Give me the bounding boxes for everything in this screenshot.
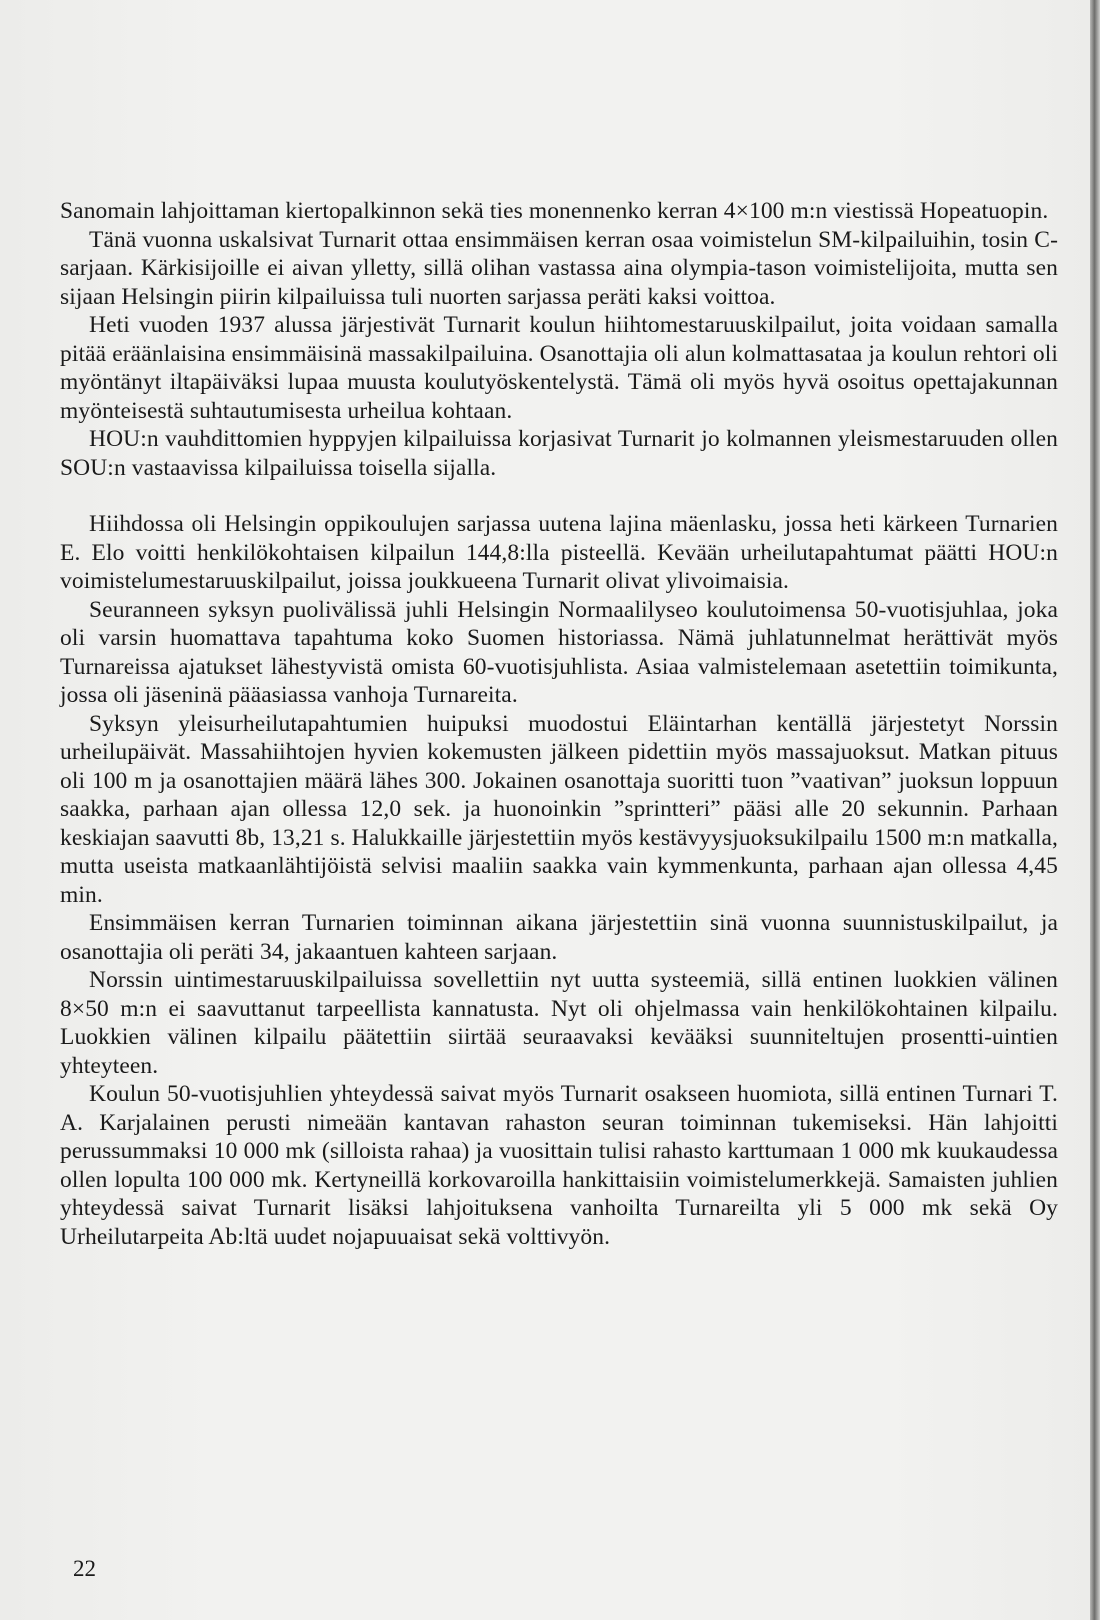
page-edge-shadow xyxy=(1090,0,1100,1620)
paragraph-1: Sanomain lahjoittaman kiertopalkinnon sekä ties monennenko kerran 4×100 m:n viestissä Hopeatuopin. xyxy=(60,198,1049,224)
paragraph-4: HOU:n vauhdittomien hyppyjen kilpailuissa korjasivat Turnarit jo kolmannen yleismestaruuden ollen SOU:n vastaavissa kilpailuissa toisella sijalla. xyxy=(60,426,1058,481)
body-text xyxy=(60,197,1058,1251)
paragraph-3: Heti vuoden 1937 alussa järjestivät Turnarit koulun hiihtomestaruuskilpailut, joita voidaan samalla pitää eräänlaisina ensimmäisinä massakilpailuina. Osanottajia oli alun kolmattasataa ja koulun rehtori oli myöntänyt iltapäiväksi lupaa muusta koulutyöskentelystä. Tämä oli myös hyvä osoitus opettajakunnan myönteisestä suhtautumisesta urheilua kohtaan. xyxy=(60,312,1058,424)
paragraph-5: Hiihdossa oli Helsingin oppikoulujen sarjassa uutena lajina mäenlasku, jossa heti kärkeen Turnarien E. Elo voitti henkilökohtaisen kilpailun 144,8:lla pisteellä. Kevään urheilutapahtumat päätti HOU:n voimistelumestaruuskilpailut, joissa joukkueena Turnarit olivat ylivoimaisia. xyxy=(60,511,1058,594)
paragraph-9: Norssin uintimestaruuskilpailuissa sovellettiin nyt uutta systeemiä, sillä entinen luokkien välinen 8×50 m:n ei saavuttanut tarpeellista kannatusta. Nyt oli ohjelmassa vain henkilökohtainen kilpailu. Luokkien välinen kilpailu päätettiin siirtää seuraavaksi kevääksi suunniteltujen prosentti-uintien yhteyteen. xyxy=(60,967,1058,1079)
paragraph-7: Syksyn yleisurheilutapahtumien huipuksi muodostui Eläintarhan kentällä järjestetyt Norssin urheilupäivät. Massahiihtojen hyvien kokemusten jälkeen pidettiin myös massajuoksut. Matkan pituus oli 100 m ja osanottajien määrä lähes 300. Jokainen osanottaja suoritti tuon ”vaativan” juoksun loppuun saakka, parhaan ajan ollessa 12,0 sek. ja huonoinkin ”sprintteri” pääsi alle 20 sekunnin. Parhaan keskiajan saavutti 8b, 13,21 s. Halukkaille järjestettiin myös kestävyysjuoksukilpailu 1500 m:n matkalla, mutta useista matkaanlähtijöistä selvisi maaliin saakka vain kymmenkunta, parhaan ajan ollessa 4,45 min. xyxy=(60,710,1058,908)
paragraph-8: Ensimmäisen kerran Turnarien toiminnan aikana järjestettiin sinä vuonna suunnistuskilpailut, ja osanottajia oli peräti 34, jakaantuen kahteen sarjaan. xyxy=(60,910,1058,965)
paragraph-2: Tänä vuonna uskalsivat Turnarit ottaa ensimmäisen kerran osaa voimistelun SM-kilpailuihin, tosin C-sarjaan. Kärkisijoille ei aivan ylletty, sillä olihan vastassa aina olympia-tason voimistelijoita, mutta sen sijaan Helsingin piirin kilpailuissa tuli nuorten sarjassa peräti kaksi voittoa. xyxy=(60,226,1058,310)
paragraph-6: Seuranneen syksyn puolivälissä juhli Helsingin Normaalilyseo koulutoimensa 50-vuotisjuhlaa, joka oli varsin huomattava tapahtuma koko Suomen historiassa. Nämä juhlatunnelmat herättivät myös Turnareissa ajatukset lähestyvistä omista 60-vuotisjuhlista. Asiaa valmistelemaan asetettiin toimikunta, jossa oli jäseninä pääasiassa vanhoja Turnareita. xyxy=(60,596,1058,708)
paragraph-10: Koulun 50-vuotisjuhlien yhteydessä saivat myös Turnarit osakseen huomiota, sillä entinen Turnari T. A. Karjalainen perusti nimeään kantavan rahaston seuran toiminnan tukemiseksi. Hän lahjoitti perussummaksi 10 000 mk (silloista rahaa) ja vuosittain tulisi rahasto karttumaan 1 000 mk kuukaudessa ollen lopulta 100 000 mk. Kertyneillä korkovaroilla hankittaisiin voimistelumerkkejä. Samaisten juhlien yhteydessä saivat Turnarit lisäksi lahjoituksena vanhoilta Turnareilta yli 5 000 mk sekä Oy Urheilutarpeita Ab:ltä uudet nojapuuaisat sekä volttivyön. xyxy=(60,1081,1058,1250)
page-number: 22 xyxy=(73,1556,96,1581)
